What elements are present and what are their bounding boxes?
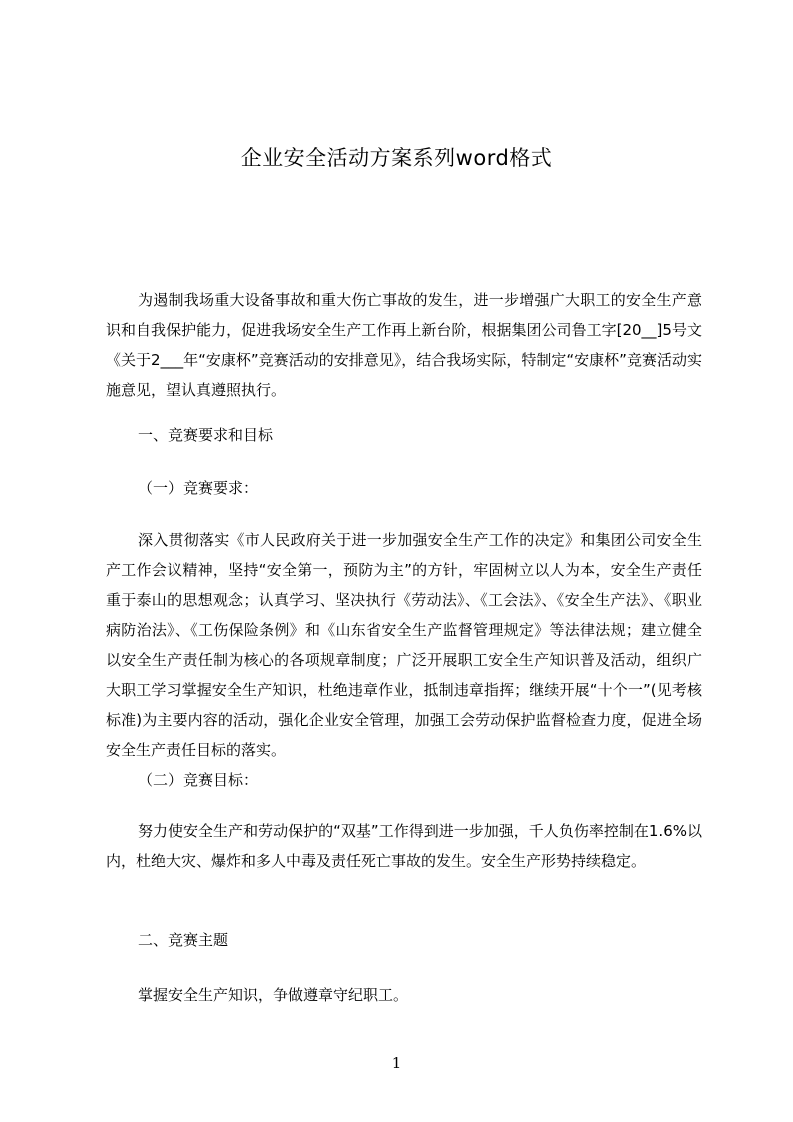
subsection-1-body: 深入贯彻落实《市人民政府关于进一步加强安全生产工作的决定》和集团公司安全生产工作会议精神，坚持“安全第一，预防为主”的方针，牢固树立以人为本，安全生产责任重于泰山的思想观念；认真学习、坚决执行《劳动法》、《工会法》、《安全生产法》、《职业病防治法》、《工伤保险条例》和《山东省安全生产监督管理规定》等法律法规；建立健全以安全生产责任制为核心的各项规章制度；广泛开展职工安全生产知识普及活动，组织广大职工学习掌握安全生产知识，杜绝违章作业，抵制违章指挥；继续开展“十个一”(见考核标准)为主要内容的活动，强化企业安全管理，加强工会劳动保护监督检查力度，促进全场安全生产责任目标的落实。: [106, 531, 702, 759]
intro-paragraph: 为遏制我场重大设备事故和重大伤亡事故的发生，进一步增强广大职工的安全生产意识和自我保护能力，促进我场安全生产工作再上新台阶，根据集团公司鲁工字[20__]5号文《关于2___年“安康杯”竞赛活动的安排意见》，结合我场实际，特制定“安康杯”竞赛活动实施意见，望认真遵照执行。: [106, 291, 702, 399]
section-1-heading: 一、竞赛要求和目标: [138, 426, 274, 444]
document-title: 企业安全活动方案系列word格式: [240, 146, 553, 170]
subsection-2-body: 努力使安全生产和劳动保护的“双基”工作得到进一步加强，千人负伤率控制在1.6%以内，杜绝大灾、爆炸和多人中毒及责任死亡事故的发生。安全生产形势持续稳定。: [106, 822, 702, 870]
page-number: 1: [391, 1054, 402, 1072]
subsection-2-heading: （二）竞赛目标：: [138, 771, 259, 789]
subsection-1-heading: （一）竞赛要求：: [138, 479, 259, 497]
section-2-heading: 二、竞赛主题: [138, 931, 229, 949]
section-2-body: 掌握安全生产知识，争做遵章守纪职工。: [138, 986, 409, 1004]
